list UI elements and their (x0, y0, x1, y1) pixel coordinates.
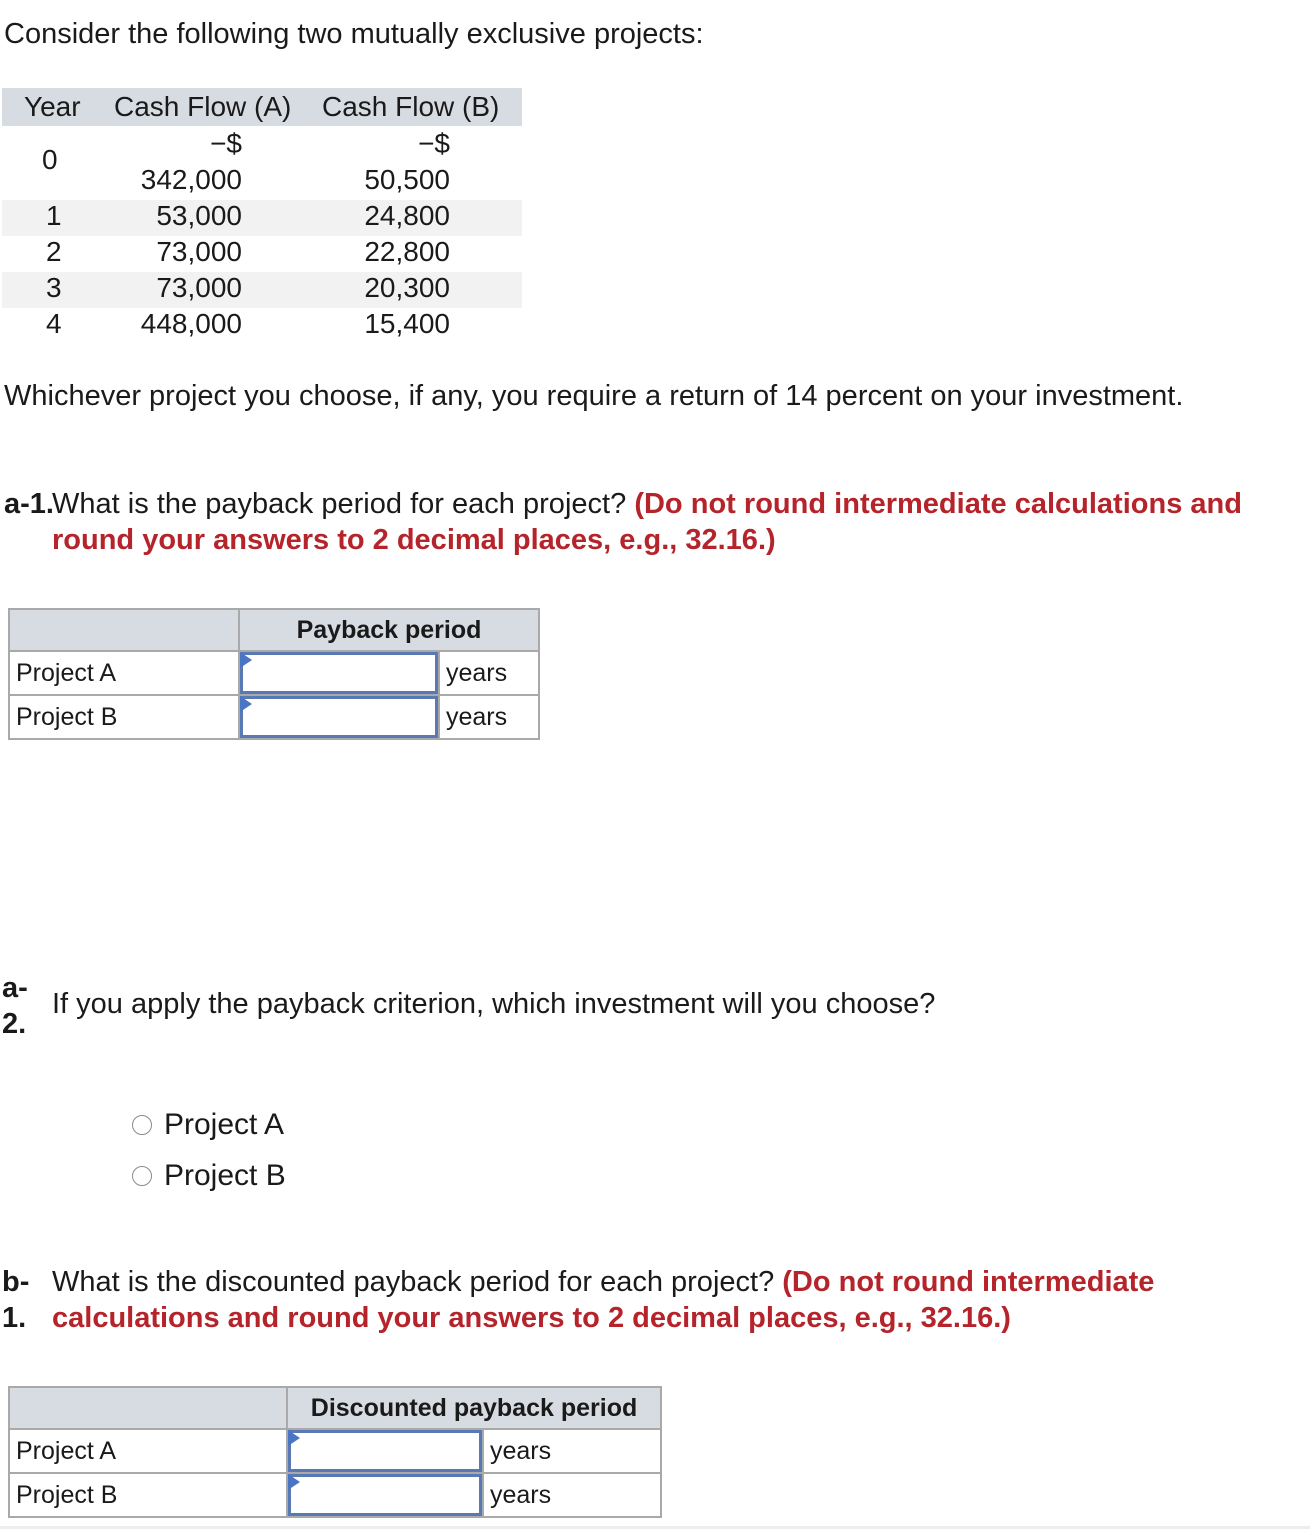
cash-b-cell: 24,800 (364, 200, 450, 231)
header-cash-flow-b: Cash Flow (B) (322, 91, 500, 122)
cash-a-cell: 53,000 (156, 200, 242, 231)
flag-icon (288, 1474, 300, 1490)
payback-input-project-b[interactable] (240, 696, 438, 738)
year-cell: 0 (42, 144, 58, 175)
year-cell: 1 (46, 200, 62, 231)
question-a2-label-bottom: 2. (2, 1008, 27, 1040)
option-label: Project A (164, 1108, 285, 1141)
discounted-table-corner (9, 1387, 287, 1429)
cash-b-cell: 50,500 (364, 164, 450, 195)
year-cell: 3 (46, 272, 62, 303)
payback-input-cell (239, 695, 439, 739)
unit-label: years (483, 1429, 661, 1473)
cash-b-cell: 20,300 (364, 272, 450, 303)
cash-b-cell: 15,400 (364, 308, 450, 339)
question-b1-text: What is the discounted payback period for each project? (52, 1266, 775, 1298)
row-label-project-b: Project B (9, 695, 239, 739)
cash-a-cell: 73,000 (156, 272, 242, 303)
cash-a-cell: 342,000 (140, 164, 242, 195)
payback-table (8, 608, 540, 740)
payback-input-cell (239, 651, 439, 695)
divider (0, 1526, 1310, 1529)
option-label: Project B (164, 1159, 286, 1192)
question-a2-label-top: a- (2, 972, 28, 1004)
payback-table-corner (9, 609, 239, 651)
question-a2-text: If you apply the payback criterion, which investment will you choose? (52, 988, 936, 1020)
question-b1-note-line2: calculations and round your answers to 2 decimal places, e.g., 32.16.) (52, 1302, 1011, 1334)
intro-text: Consider the following two mutually exclusive projects: (4, 18, 704, 50)
discounted-table-header: Discounted payback period (287, 1387, 661, 1429)
cash-a-prefix: −$ (210, 128, 242, 159)
question-b1-label-bottom: 1. (2, 1302, 27, 1334)
cash-b-cell: 22,800 (364, 236, 450, 267)
flag-icon (288, 1430, 300, 1446)
discounted-input-cell (287, 1473, 483, 1517)
question-b1-label-top: b- (2, 1266, 30, 1298)
question-a1-note: (Do not round intermediate calculations and round your answers to 2 decimal places, e.g., 32.16.) (52, 488, 1242, 556)
cash-a-cell: 73,000 (156, 236, 242, 267)
question-a1-label: a-1. (4, 488, 54, 520)
row-label-project-b: Project B (9, 1473, 287, 1517)
flag-icon (240, 696, 252, 712)
payback-table-header: Payback period (239, 609, 539, 651)
required-return-text: Whichever project you choose, if any, you require a return of 14 percent on your investment. (4, 380, 1184, 412)
year-cell: 2 (46, 236, 62, 267)
discounted-payback-table (8, 1386, 662, 1518)
payback-input-project-a[interactable] (240, 652, 438, 694)
cash-b-prefix: −$ (418, 128, 450, 159)
header-year: Year (24, 91, 81, 122)
option-project-a[interactable] (132, 1108, 284, 1142)
radio-button[interactable] (132, 1166, 152, 1186)
question-b1-note-line1: (Do not round intermediate (782, 1266, 1155, 1298)
question-b1-line1 (52, 1264, 1154, 1300)
header-cash-flow-a: Cash Flow (A) (114, 91, 292, 122)
question-a1-body (52, 486, 1242, 558)
row-label-project-a: Project A (9, 651, 239, 695)
unit-label: years (483, 1473, 661, 1517)
discounted-input-project-a[interactable] (288, 1430, 482, 1472)
year-cell: 4 (46, 308, 62, 339)
unit-label: years (439, 651, 539, 695)
question-a1-text: What is the payback period for each project? (52, 488, 627, 520)
radio-button[interactable] (132, 1115, 152, 1135)
question-a1 (4, 486, 1242, 558)
flag-icon (240, 652, 252, 668)
unit-label: years (439, 695, 539, 739)
option-project-b[interactable] (132, 1159, 286, 1193)
discounted-input-project-b[interactable] (288, 1474, 482, 1516)
row-label-project-a: Project A (9, 1429, 287, 1473)
cash-a-cell: 448,000 (140, 308, 242, 339)
discounted-input-cell (287, 1429, 483, 1473)
